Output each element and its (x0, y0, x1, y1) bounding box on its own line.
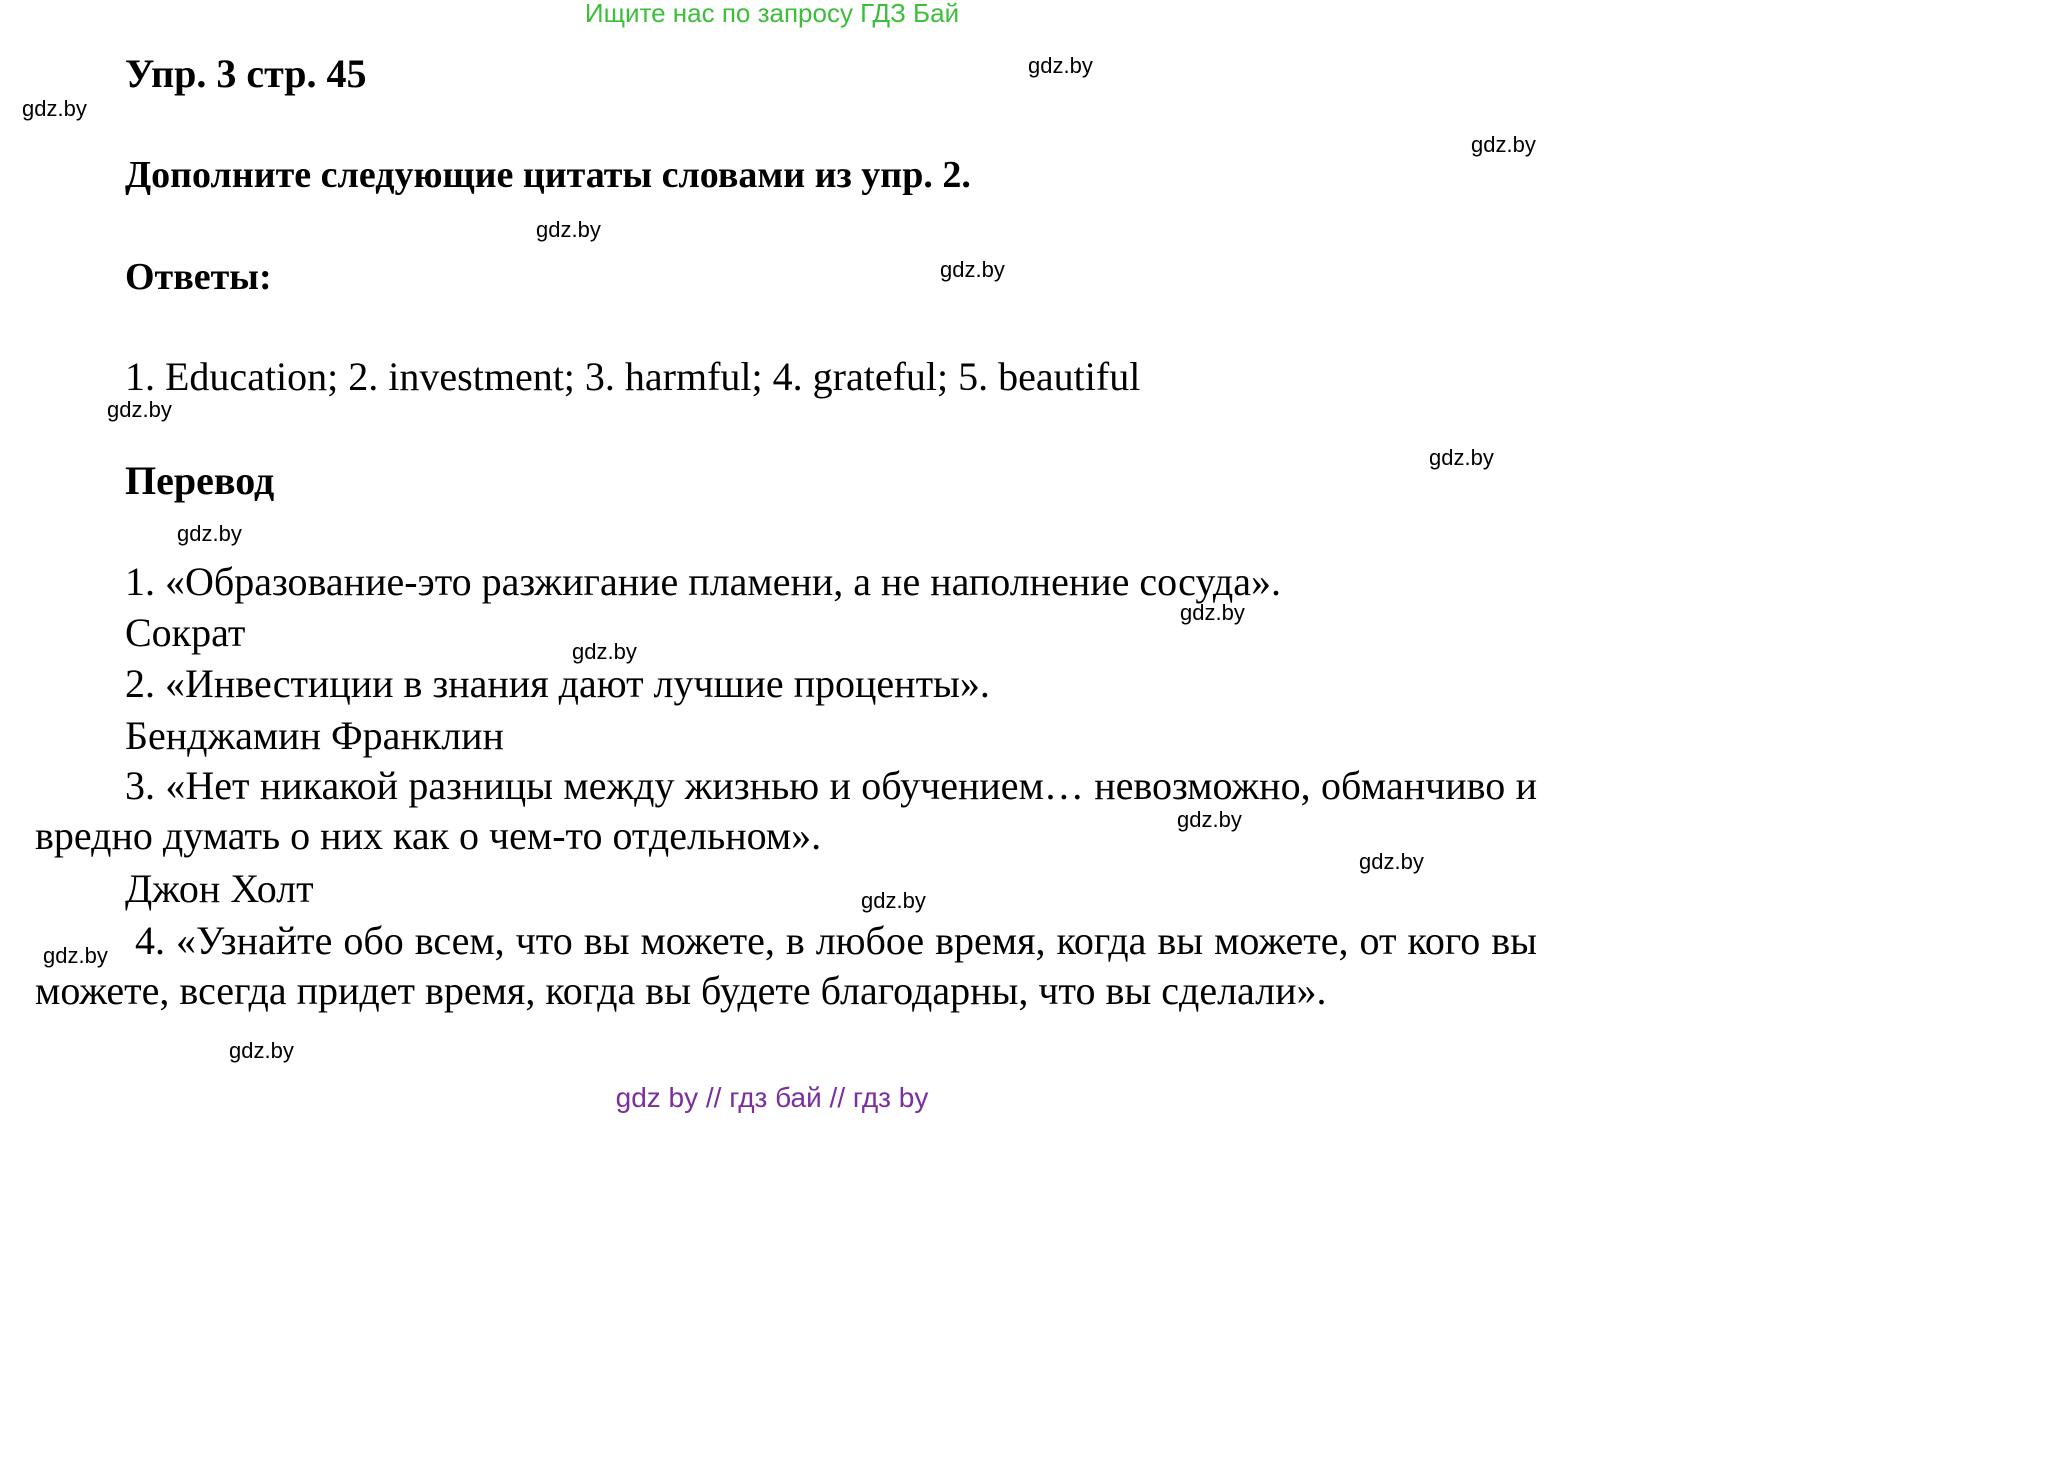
task-instruction: Дополните следующие цитаты словами из упр. 2. (125, 154, 971, 196)
quote-3-block (35, 761, 1537, 861)
answers-text: 1. Education; 2. investment; 3. harmful; 4. grateful; 5. beautiful (125, 354, 1141, 399)
watermark: gdz.by (22, 96, 87, 121)
watermark: gdz.by (107, 397, 172, 422)
quote-3-author: Джон Холт (125, 866, 314, 911)
quote-3-line-2: обманчиво и вредно думать о них как о чем-то отдельном». (35, 763, 1538, 858)
top-banner: Ищите нас по запросу ГДЗ Бай (584, 0, 960, 28)
watermark: gdz.by (1177, 807, 1242, 832)
translation-heading: Перевод (125, 458, 275, 503)
watermark: gdz.by (1180, 600, 1245, 625)
quote-2-text: 2. «Инвестиции в знания дают лучшие проценты». (125, 661, 990, 706)
watermark: gdz.by (861, 888, 926, 913)
quote-4-block (35, 916, 1537, 1016)
watermark: gdz.by (1471, 132, 1536, 157)
quote-4-line-1: 4. «Узнайте обо всем, что вы можете, в любое время, когда вы можете, от (135, 918, 1397, 963)
watermark: gdz.by (1429, 445, 1494, 470)
answers-heading: Ответы: (125, 256, 272, 298)
quote-3-line-1: 3. «Нет никакой разницы между жизнью и обучением… невозможно, (125, 763, 1311, 808)
quote-4-line-3: сделали». (1161, 968, 1327, 1013)
exercise-title: Упр. 3 стр. 45 (125, 51, 367, 96)
watermark: gdz.by (940, 257, 1005, 282)
watermark: gdz.by (572, 639, 637, 664)
quote-2-author: Бенджамин Франклин (125, 713, 504, 758)
watermark: gdz.by (536, 217, 601, 242)
quote-4-line-2: кого вы можете, всегда придет время, когда вы будете благодарны, что вы (35, 918, 1537, 1013)
watermark: gdz.by (1028, 53, 1093, 78)
watermark: gdz.by (43, 943, 108, 968)
watermark: gdz.by (177, 521, 242, 546)
watermark: gdz.by (229, 1038, 294, 1063)
quote-1-author: Сократ (125, 610, 246, 655)
footer-links: gdz by // гдз бай // гдз by (615, 1082, 929, 1113)
watermark: gdz.by (1359, 849, 1424, 874)
quote-1-text: 1. «Образование-это разжигание пламени, а не наполнение сосуда». (125, 559, 1281, 604)
